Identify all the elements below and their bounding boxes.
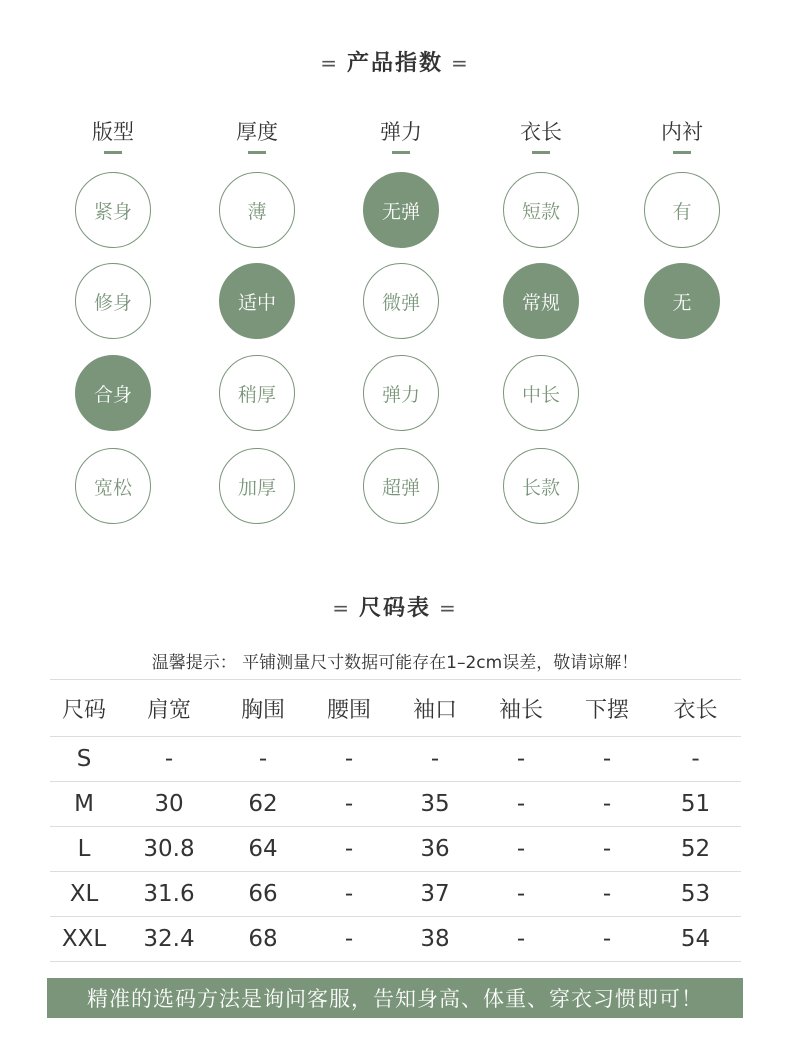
size-value-cell: - <box>478 872 564 917</box>
index-option: 中长 <box>503 355 579 431</box>
index-option-selected: 无 <box>644 263 720 339</box>
index-column-underline <box>392 151 410 154</box>
title-deco-right: = <box>451 51 470 75</box>
index-option-selected: 常规 <box>503 263 579 339</box>
size-title-text: 尺码表 <box>358 596 431 621</box>
size-chart-header-cell: 下摆 <box>564 680 650 737</box>
size-value-cell: 30 <box>118 782 220 827</box>
index-option-selected: 无弹 <box>363 172 439 248</box>
size-value-cell: 32.4 <box>118 917 220 962</box>
index-option: 超弹 <box>363 448 439 524</box>
index-column-underline <box>532 151 550 154</box>
size-value-cell: 52 <box>650 827 741 872</box>
size-value-cell: - <box>650 737 741 782</box>
size-value-cell: - <box>306 917 392 962</box>
index-section-title <box>0 46 790 77</box>
table-row <box>50 782 741 827</box>
index-column-underline <box>673 151 691 154</box>
index-column-header: 内衬 <box>661 120 703 144</box>
index-option: 修身 <box>75 263 151 339</box>
size-value-cell: 51 <box>650 782 741 827</box>
size-value-cell: 66 <box>220 872 306 917</box>
size-value-cell: - <box>306 827 392 872</box>
index-option: 有 <box>644 172 720 248</box>
size-section-title <box>0 591 790 622</box>
index-column-header: 版型 <box>92 120 134 144</box>
index-column-underline <box>248 151 266 154</box>
size-value-cell: - <box>478 737 564 782</box>
index-option: 宽松 <box>75 448 151 524</box>
size-value-cell: - <box>478 782 564 827</box>
size-value-cell: - <box>118 737 220 782</box>
table-row <box>50 737 741 782</box>
size-value-cell: 35 <box>392 782 478 827</box>
size-value-cell: 38 <box>392 917 478 962</box>
index-option: 微弹 <box>363 263 439 339</box>
index-title-text: 产品指数 <box>346 51 443 76</box>
size-value-cell: 68 <box>220 917 306 962</box>
index-option: 弹力 <box>363 355 439 431</box>
size-label-cell: M <box>50 782 118 827</box>
measurement-notice: 温馨提示： 平铺测量尺寸数据可能存在1–2cm误差，敬请谅解！ <box>151 653 639 673</box>
index-column-header: 弹力 <box>380 120 422 144</box>
size-value-cell: - <box>564 917 650 962</box>
size-value-cell: - <box>392 737 478 782</box>
index-option: 短款 <box>503 172 579 248</box>
index-column-underline <box>104 151 122 154</box>
size-value-cell: - <box>220 737 306 782</box>
title-deco-left: = <box>320 51 339 75</box>
index-option-selected: 合身 <box>75 355 151 431</box>
size-label-cell: XL <box>50 872 118 917</box>
size-chart-header-cell: 袖长 <box>478 680 564 737</box>
size-value-cell: - <box>306 782 392 827</box>
size-chart-header-cell: 袖口 <box>392 680 478 737</box>
table-row <box>50 917 741 962</box>
size-value-cell: 54 <box>650 917 741 962</box>
size-value-cell: 36 <box>392 827 478 872</box>
size-value-cell: - <box>564 737 650 782</box>
size-chart-body <box>50 737 741 962</box>
index-option-selected: 适中 <box>219 263 295 339</box>
footer-banner: 精准的选码方法是询问客服，告知身高、体重、穿衣习惯即可！ <box>47 978 743 1018</box>
index-column-header: 厚度 <box>236 120 278 144</box>
size-value-cell: 53 <box>650 872 741 917</box>
size-label-cell: S <box>50 737 118 782</box>
index-option: 紧身 <box>75 172 151 248</box>
title-deco-left: = <box>332 596 351 620</box>
size-value-cell: - <box>564 827 650 872</box>
index-option: 薄 <box>219 172 295 248</box>
size-value-cell: - <box>564 872 650 917</box>
size-value-cell: 31.6 <box>118 872 220 917</box>
index-column-header: 衣长 <box>520 120 562 144</box>
size-value-cell: 64 <box>220 827 306 872</box>
size-chart-header-cell: 肩宽 <box>118 680 220 737</box>
size-value-cell: 37 <box>392 872 478 917</box>
title-deco-right: = <box>439 596 458 620</box>
size-value-cell: 62 <box>220 782 306 827</box>
size-label-cell: XXL <box>50 917 118 962</box>
size-value-cell: 30.8 <box>118 827 220 872</box>
size-value-cell: - <box>478 917 564 962</box>
size-value-cell: - <box>306 737 392 782</box>
size-chart-header-cell: 尺码 <box>50 680 118 737</box>
index-option: 长款 <box>503 448 579 524</box>
size-chart-header-cell: 胸围 <box>220 680 306 737</box>
size-value-cell: - <box>306 872 392 917</box>
size-chart-table <box>50 679 741 962</box>
size-chart-header-cell: 衣长 <box>650 680 741 737</box>
size-chart-header-row <box>50 680 741 737</box>
index-option: 稍厚 <box>219 355 295 431</box>
size-label-cell: L <box>50 827 118 872</box>
size-chart-header-cell: 腰围 <box>306 680 392 737</box>
table-row <box>50 872 741 917</box>
size-value-cell: - <box>564 782 650 827</box>
table-row <box>50 827 741 872</box>
size-value-cell: - <box>478 827 564 872</box>
index-option: 加厚 <box>219 448 295 524</box>
